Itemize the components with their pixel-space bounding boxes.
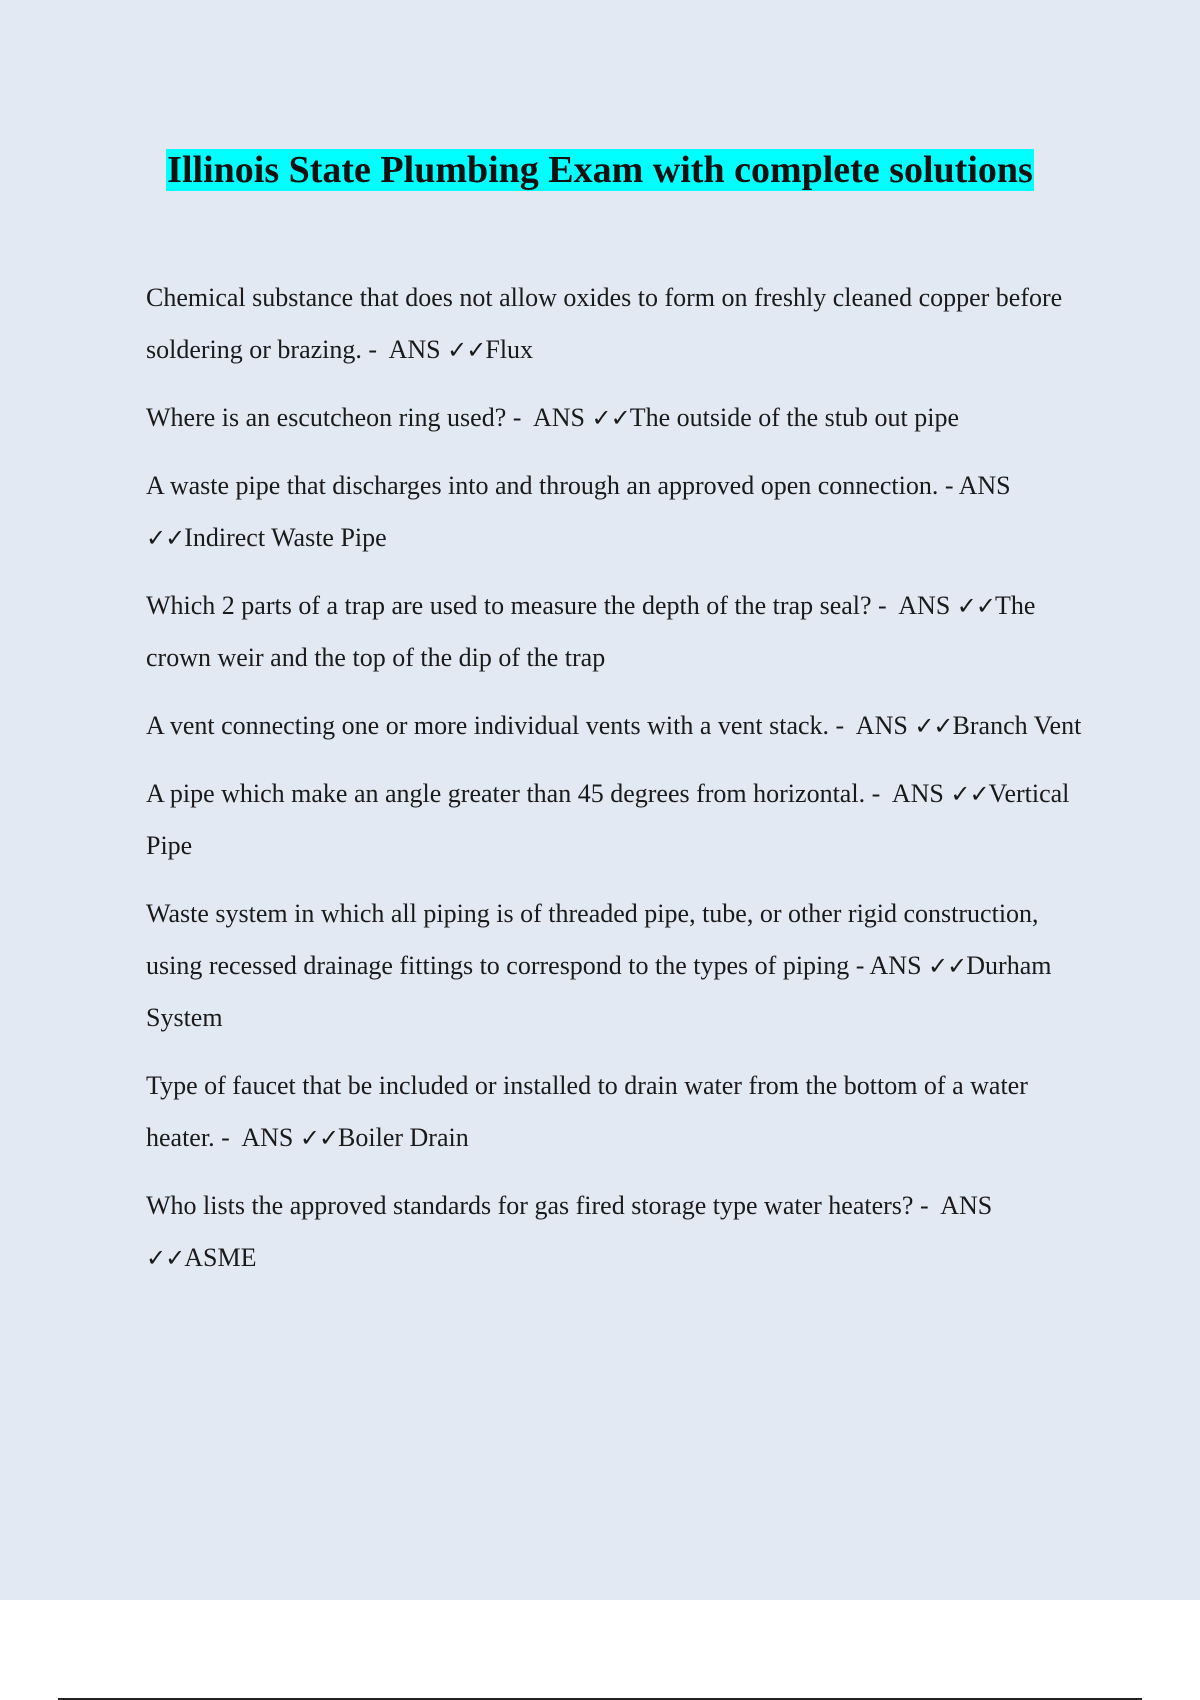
qa-item xyxy=(146,580,1086,684)
answer-text: Boiler Drain xyxy=(338,1123,469,1152)
question-text: Where is an escutcheon ring used? - xyxy=(146,403,522,432)
qa-item xyxy=(146,700,1086,752)
answer-text: Indirect Waste Pipe xyxy=(184,523,387,552)
answer-marker: ANS xyxy=(388,335,441,364)
answer-text: Vertical Pipe xyxy=(146,779,1070,860)
double-check-icon: ✓✓ xyxy=(928,952,967,980)
answer-marker: ANS xyxy=(940,1191,993,1220)
answer-text: Branch Vent xyxy=(952,711,1082,740)
answer-text: The outside of the stub out pipe xyxy=(629,403,959,432)
qa-item xyxy=(146,1180,1086,1284)
question-text: A vent connecting one or more individual vents with a vent stack. - xyxy=(146,711,845,740)
answer-marker: ANS xyxy=(855,711,908,740)
qa-item xyxy=(146,768,1086,872)
qa-item xyxy=(146,272,1086,376)
qa-item xyxy=(146,392,1086,444)
double-check-icon: ✓✓ xyxy=(950,780,989,808)
question-text: Type of faucet that be included or installed to drain water from the bottom of a water heater. - xyxy=(146,1071,1028,1152)
qa-list xyxy=(146,272,1086,1300)
answer-marker: ANS xyxy=(958,471,1011,500)
double-check-icon: ✓✓ xyxy=(914,712,953,740)
double-check-icon: ✓✓ xyxy=(146,1244,185,1272)
answer-text: ASME xyxy=(184,1243,257,1272)
qa-item xyxy=(146,888,1086,1044)
question-text: A pipe which make an angle greater than 45 degrees from horizontal. - xyxy=(146,779,881,808)
double-check-icon: ✓✓ xyxy=(591,404,630,432)
qa-item xyxy=(146,1060,1086,1164)
double-check-icon: ✓✓ xyxy=(956,592,996,620)
question-text: A waste pipe that discharges into and through an approved open connection. - xyxy=(146,471,954,500)
double-check-icon: ✓✓ xyxy=(447,336,486,364)
answer-marker: ANS xyxy=(241,1123,294,1152)
answer-marker: ANS xyxy=(898,591,951,620)
double-check-icon: ✓✓ xyxy=(299,1124,339,1152)
answer-text: The crown weir and the top of the dip of the trap xyxy=(146,591,1036,672)
answer-marker: ANS xyxy=(532,403,585,432)
answer-text: Flux xyxy=(485,335,534,364)
answer-marker: ANS xyxy=(891,779,944,808)
answer-marker: ANS xyxy=(869,951,922,980)
qa-item xyxy=(146,460,1086,564)
question-text: Who lists the approved standards for gas fired storage type water heaters? - xyxy=(146,1191,929,1220)
page-title xyxy=(0,146,1200,194)
double-check-icon: ✓✓ xyxy=(146,524,185,552)
question-text: Chemical substance that does not allow oxides to form on freshly cleaned copper before soldering or brazing. - xyxy=(146,283,1063,364)
question-text: Waste system in which all piping is of threaded pipe, tube, or other rigid construction, using recessed drainage fittings to correspond to the types of piping - xyxy=(146,899,1039,980)
answer-text: Durham System xyxy=(146,951,1052,1032)
title-text: Illinois State Plumbing Exam with complete solutions xyxy=(167,149,1033,191)
question-text: Which 2 parts of a trap are used to measure the depth of the trap seal? - xyxy=(146,591,887,620)
